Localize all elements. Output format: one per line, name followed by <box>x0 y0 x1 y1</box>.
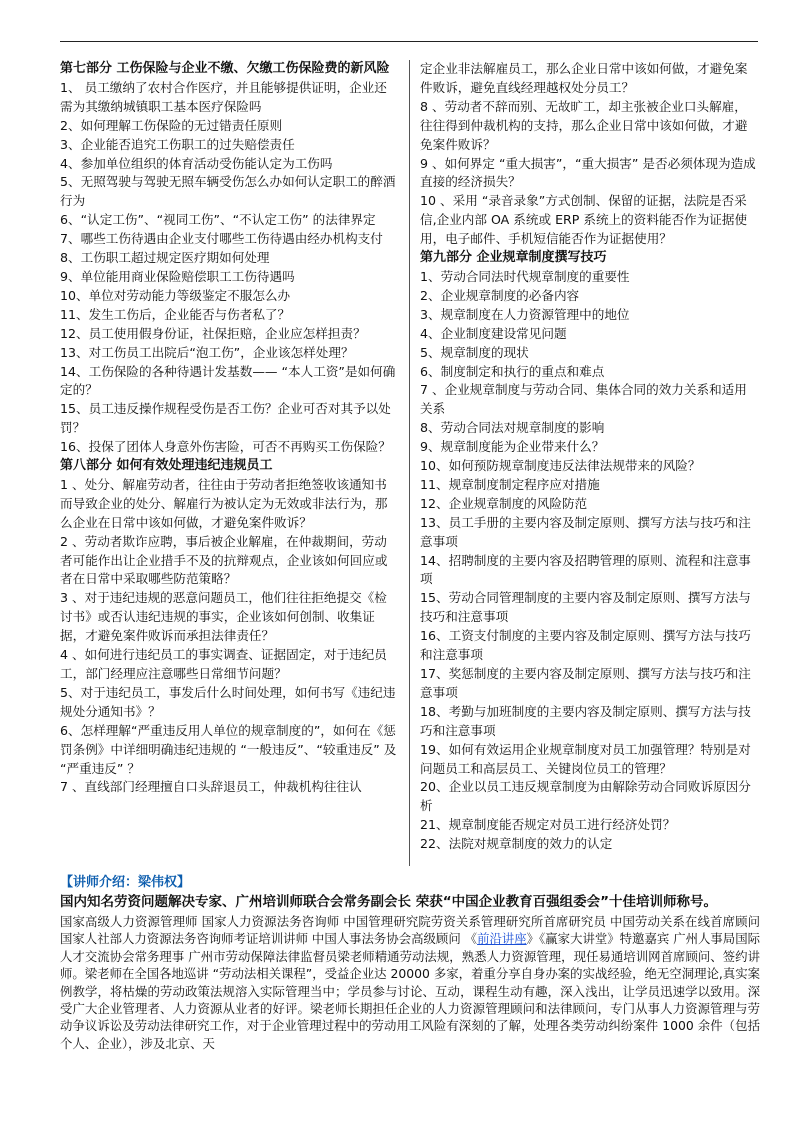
list-item: 7 、直线部门经理擅自口头辞退员工，仲裁机构往往认 <box>60 779 362 795</box>
list-item: 1、 员工缴纳了农村合作医疗，并且能够提供证明，企业还需为其缴纳城镇职工基本医疗保险吗 <box>60 79 387 114</box>
list-item: 4 、如何进行违纪员工的事实调查、证据固定，对于违纪员工，部门经理应注意哪些日常细节问题？ <box>60 647 387 681</box>
lecturer-section <box>60 874 760 1052</box>
list-item: 20、企业以员工违反规章制度为由解除劳动合同败诉原因分析 <box>420 779 751 814</box>
list-item: 14、招聘制度的主要内容及招聘管理的原则、流程和注意事项 <box>420 552 751 587</box>
lecturer-title: 国内知名劳资问题解决专家、广州培训师联合会常务副会长 荣获“中国企业教育百强组委会”十佳培训师称号。 <box>60 894 717 910</box>
list-item: 8 、劳动者不辞而别、无故旷工，却主张被企业口头解雇，往往得到仲裁机构的支持，那么企业日常中该如何做，才避免案件败诉？ <box>420 98 748 152</box>
list-item: 14、工伤保险的各种待遇计发基数—— “本人工资”是如何确定的？ <box>60 363 396 398</box>
lecturer-bio-text: 国家高级人力资源管理师 国家人力资源法务咨询师 中国管理研究院劳资关系管理研究所首席研究员 中国劳动关系在线首席顾问 国家人社部人力资源法务咨询师考证培训讲师 中国人事法务协会高级顾问 《 <box>60 914 760 947</box>
list-item: 10、单位对劳动能力等级鉴定不服怎么办 <box>60 287 291 303</box>
list-item: 3、企业能否追究工伤职工的过失赔偿责任 <box>60 136 295 152</box>
header-rule <box>60 41 758 42</box>
list-item: 11、规章制度制定程序应对措施 <box>420 476 600 492</box>
lecturer-label: 【讲师介绍：梁伟权】 <box>60 875 191 890</box>
list-item: 3、规章制度在人力资源管理中的地位 <box>420 306 630 322</box>
list-item: 10 、采用 “录音录象”方式创制、保留的证据，法院是否采信,企业内部 OA 系统或 ERP 系统上的资料能否作为证据使用，电子邮件、手机短信能否作为证据使用？ <box>420 193 748 247</box>
section-heading: 第七部分 工伤保险与企业不缴、欠缴工伤保险费的新风险 <box>60 61 390 76</box>
list-item: 12、企业规章制度的风险防范 <box>420 495 588 511</box>
right-column <box>420 60 758 854</box>
list-item: 13、对工伤员工出院后“泡工伤”，企业该怎样处理？ <box>60 344 354 360</box>
list-item: 5、规章制度的现状 <box>420 344 529 360</box>
lecture-link[interactable]: 前沿讲座 <box>477 931 527 947</box>
list-item: 17、奖惩制度的主要内容及制定原则、撰写方法与技巧和注意事项 <box>420 666 751 700</box>
list-item: 5、无照驾驶与驾驶无照车辆受伤怎么办如何认定职工的醉酒行为 <box>60 174 396 209</box>
list-item: 16、工资支付制度的主要内容及制定原则、撰写方法与技巧和注意事项 <box>420 628 751 663</box>
list-item: 19、如何有效运用企业规章制度对员工加强管理？特别是对问题员工和高层员工、关键岗位员工的管理？ <box>420 741 751 776</box>
lecturer-bio <box>60 913 760 1052</box>
list-item: 2、如何理解工伤保险的无过错责任原则 <box>60 117 283 133</box>
list-item: 16、投保了团体人身意外伤害险，可否不再购买工伤保险？ <box>60 439 391 455</box>
list-item: 6、“认定工伤”、“视同工伤”、“不认定工伤” 的法律界定 <box>60 212 376 228</box>
list-item: 15、员工违反操作规程受伤是否工伤？企业可否对其予以处罚？ <box>60 401 391 436</box>
section-heading: 第九部分 企业规章制度撰写技巧 <box>420 250 607 266</box>
list-item: 4、参加单位组织的体育活动受伤能认定为工伤吗 <box>60 155 333 171</box>
list-item: 4、企业制度建设常见问题 <box>420 325 567 341</box>
list-item: 定企业非法解雇员工，那么企业日常中该如何做，才避免案件败诉，避免直线经理越权处分员工？ <box>420 61 748 95</box>
list-item: 6、怎样理解“严重违反用人单位的规章制度的”，如何在《惩罚条例》中详细明确违纪违规的 “一般违反”、“较重违反” 及 “严重违反” ？ <box>60 722 397 776</box>
list-item: 22、法院对规章制度的效力的认定 <box>420 836 613 852</box>
list-item: 9、单位能用商业保险赔偿职工工伤待遇吗 <box>60 268 295 284</box>
left-column <box>60 60 398 797</box>
list-item: 7、哪些工伤待遇由企业支付哪些工伤待遇由经办机构支付 <box>60 231 383 247</box>
lecturer-bio-text-continued: 》《赢家大讲堂》特邀嘉宾 广州人事局国际人才交流协会常务理事 广州市劳动保障法律监督员梁老师精通劳动法规，熟悉人力资源管理，现任易通培训网首席顾问、签约讲师。梁老师在全国各地巡讲 “劳动法相关课程”，受益企业达 20000 多家，着重分享自身办案的实战经验，绝无空洞理论,真实案例教学，将枯燥的劳动政策法规溶入实际管理当中；学员参与讨论、互动，课程生动有趣，深入浅出，让学员迅速学以致用。深受广大企业管理者、人力资源从业者的好评。梁老师长期担任企业的人力资源管理顾问和法律顾问，专门从事人力资源管理与劳动争议诉讼及劳动法律研究工作，对于企业管理过程中的劳动用工风险有深刻的了解，处理各类劳动纠纷案件 1000 余件（包括个人、企业），涉及北京、天 <box>60 931 760 1051</box>
list-item: 1 、处分、解雇劳动者，往往由于劳动者拒绝签收该通知书而导致企业的处分、解雇行为被认定为无效或非法行为，那么企业在日常中该如何做，才避免案件败诉？ <box>60 476 388 530</box>
list-item: 9 、如何界定 “重大损害”，“重大损害” 是否必须体现为造成直接的经济损失？ <box>420 155 756 190</box>
list-item: 2、企业规章制度的必备内容 <box>420 287 580 303</box>
list-item: 12、员工使用假身份证，社保拒赔，企业应怎样担责？ <box>60 325 366 341</box>
list-item: 10、如何预防规章制度违反法律法规带来的风险？ <box>420 458 701 474</box>
list-item: 2 、劳动者欺诈应聘，事后被企业解雇，在仲裁期间，劳动者可能作出让企业措手不及的抗辩观点，企业该如何回应或者在日常中采取哪些防范策略？ <box>60 533 388 587</box>
list-item: 7 、企业规章制度与劳动合同、集体合同的效力关系和适用关系 <box>420 382 747 417</box>
list-item: 3 、对于违纪违规的恶意问题员工，他们往往拒绝提交《检讨书》或否认违纪违规的事实，企业该如何创制、收集证据，才避免案件败诉而承担法律责任？ <box>60 590 387 644</box>
list-item: 6、制度制定和执行的重点和难点 <box>420 363 605 379</box>
section-heading: 第八部分 如何有效处理违纪违规员工 <box>60 458 273 474</box>
list-item: 8、劳动合同法对规章制度的影响 <box>420 420 605 436</box>
list-item: 1、劳动合同法时代规章制度的重要性 <box>420 268 630 284</box>
list-item: 5、对于违纪员工，事发后什么时间处理，如何书写《违纪违规处分通知书》？ <box>60 684 396 719</box>
list-item: 15、劳动合同管理制度的主要内容及制定原则、撰写方法与技巧和注意事项 <box>420 590 751 625</box>
list-item: 18、考勤与加班制度的主要内容及制定原则、撰写方法与技巧和注意事项 <box>420 703 751 738</box>
list-item: 9、规章制度能为企业带来什么？ <box>420 439 605 455</box>
list-item: 21、规章制度能否规定对员工进行经济处罚？ <box>420 817 676 833</box>
list-item: 13、员工手册的主要内容及制定原则、撰写方法与技巧和注意事项 <box>420 514 751 549</box>
list-item: 8、工伤职工超过规定医疗期如何处理 <box>60 250 270 266</box>
list-item: 11、发生工伤后，企业能否与伤者私了？ <box>60 306 291 322</box>
column-divider <box>409 60 410 866</box>
